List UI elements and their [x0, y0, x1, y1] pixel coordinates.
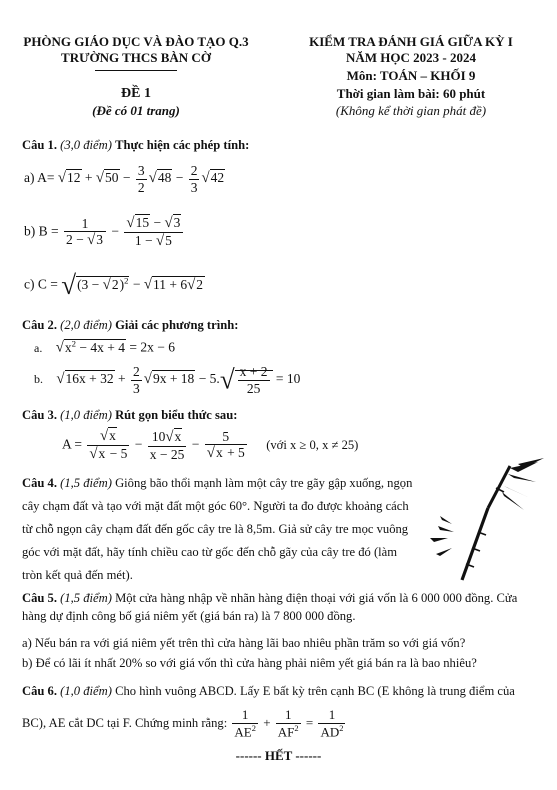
q1a-label: a) A= — [24, 170, 55, 186]
q2-label: Câu 2. — [22, 318, 57, 332]
time-note: (Không kể thời gian phát đề) — [335, 103, 487, 118]
q1-part-c: c) $C = √(3 - √2)^2 - √11 + 6√2$ — [24, 270, 204, 300]
question-6-line1 — [22, 684, 515, 699]
question-2-heading — [22, 318, 238, 333]
q6-text1: Cho hình vuông ABCD. Lấy E bất kỳ trên cạnh BC (E không là trung điểm của — [115, 684, 515, 698]
department-name: PHÒNG GIÁO DỤC VÀ ĐÀO TẠO Q.3 — [23, 34, 249, 49]
exam-variant-title: ĐỀ 1 — [121, 86, 151, 101]
q5-part-b: b) Để có lãi ít nhất 20% so với giá vốn thì cửa hàng phải niêm yết giá bán ra là bao nhiêu? — [22, 656, 477, 670]
q1-label: Câu 1. — [22, 138, 57, 152]
q1-part-a: a) A= √12 + √50 − $\frac{3}{2}$ √48 − $\frac{2}{3}$ √42 — [24, 163, 225, 195]
q3-label: Câu 3. — [22, 408, 57, 422]
q4-points: (1,5 điểm) — [60, 476, 112, 490]
page-count-note: (Đề có 01 trang) — [92, 103, 180, 118]
header-underline — [95, 70, 177, 71]
q3-prompt: Rút gọn biểu thức sau: — [115, 408, 238, 422]
subject-grade: Môn: TOÁN – KHỐI 9 — [346, 68, 476, 83]
q2-prompt: Giải các phương trình: — [115, 318, 239, 332]
q1-part-b: b) B = $\frac{1}{2 - √3}$ − $\frac{√15 - √3}{1 - √5}$ — [24, 215, 185, 250]
q1b-label: b) B = — [24, 223, 59, 239]
q5-label: Câu 5. — [22, 591, 57, 605]
school-year: NĂM HỌC 2023 - 2024 — [346, 50, 476, 65]
q6-points: (1,0 điểm) — [60, 684, 112, 698]
question-6-line2 — [22, 708, 347, 740]
bamboo-trunk — [462, 508, 488, 580]
q4-label: Câu 4. — [22, 476, 57, 490]
q3-points: (1,0 điểm) — [60, 408, 112, 422]
q1c-label: c) C = — [24, 276, 58, 292]
exam-title: KIỂM TRA ĐÁNH GIÁ GIỮA KỲ I — [309, 34, 513, 49]
q5-text: Một cửa hàng nhập về nhãn hàng điện thoại với giá vốn là 6 000 000 đồng. Cửa hàng dự định công bố giá niêm yết (giá bán ra) là 7 800 000 đồng. — [22, 591, 518, 623]
q1-prompt: Thực hiện các phép tính: — [115, 138, 250, 152]
q2-points: (2,0 điểm) — [60, 318, 112, 332]
question-4 — [22, 472, 417, 587]
q2a-label: a. — [34, 340, 43, 355]
q6-text2: BC), AE cắt DC tại F. Chứng minh rằng: — [22, 716, 228, 731]
bamboo-illustration — [418, 458, 548, 583]
time-limit: Thời gian làm bài: 60 phút — [336, 86, 486, 101]
end-marker: ------ HẾT ------ — [235, 748, 322, 763]
q1-points: (3,0 điểm) — [60, 138, 112, 152]
q2b-label: b. — [34, 372, 43, 387]
q4-text: Giông bão thổi mạnh làm một cây tre gãy gập xuống, ngọn cây chạm đất và tạo với mặt đất một góc 60°. Người ta đo được khoảng cách từ chỗ ngọn cây chạm đất đến gốc cây tre là 8,5m. Giả sử cây tre mọc vuông góc với mặt đất, hãy tính chiều cao từ gốc đến chỗ gãy của cây tre đó (làm tròn kết quả đến mét). — [22, 476, 413, 582]
q2-part-a: a. $√x^2 - 4x + 4 = 2x - 6$ — [34, 338, 175, 356]
q6-formula: $\frac{1}{AE^2}$ + $\frac{1}{AF^2}$ = $\frac{1}{AD^2}$ — [234, 707, 344, 740]
q5-points: (1,5 điểm) — [60, 591, 112, 605]
bamboo-broken-part — [488, 466, 510, 508]
school-name: TRƯỜNG THCS BÀN CỜ — [61, 50, 211, 65]
q5-part-a: a) Nếu bán ra với giá niêm yết trên thì cửa hàng lãi bao nhiêu phần trăm so với giá vốn? — [22, 636, 466, 650]
q6-label: Câu 6. — [22, 684, 57, 698]
q2-part-b: b. √16x + 32 + $\frac{2}{3}$ √9x + 18 − 5.√ $\frac{x + 2}{25}$ = 10 — [34, 364, 301, 396]
q3-condition: (với x ≥ 0, x ≠ 25) — [266, 437, 359, 452]
question-5 — [22, 589, 542, 625]
question-3-heading — [22, 408, 237, 423]
q3-expression: A = $\frac{√x}{√x - 5}$ − $\frac{10√x}{x - 25}$ − $\frac{5}{√x + 5}$ (với x ≥ 0, x ≠ 25) — [62, 428, 359, 463]
question-1-heading — [22, 138, 249, 153]
